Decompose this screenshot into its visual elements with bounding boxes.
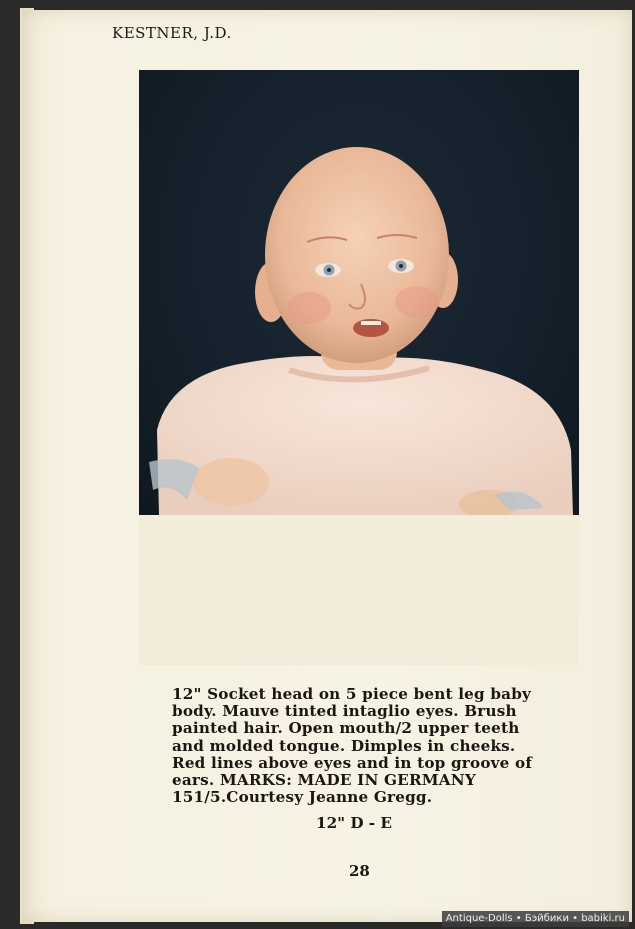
watermark: Antique-Dolls • Бэйбики • babiki.ru: [442, 911, 629, 927]
price-grade: 12" D - E: [316, 814, 392, 832]
doll-photo: [139, 70, 579, 515]
caption-line: ears. MARKS: MADE IN GERMANY: [172, 771, 476, 790]
running-head: KESTNER, J.D.: [112, 24, 232, 42]
caption-line: Red lines above eyes and in top groove of: [172, 753, 533, 772]
caption-line: body. Mauve tinted intaglio eyes. Brush: [172, 702, 517, 721]
page-number: 28: [349, 862, 370, 880]
caption: [172, 686, 544, 806]
caption-line: 151/5.Courtesy Jeanne Gregg.: [172, 788, 433, 807]
photo-margin: [139, 515, 579, 665]
caption-line: painted hair. Open mouth/2 upper teeth: [172, 719, 520, 738]
doll-illustration: [139, 70, 579, 515]
caption-line: 12" Socket head on 5 piece bent leg baby: [172, 685, 532, 703]
caption-line: and molded tongue. Dimples in cheeks.: [172, 736, 516, 755]
